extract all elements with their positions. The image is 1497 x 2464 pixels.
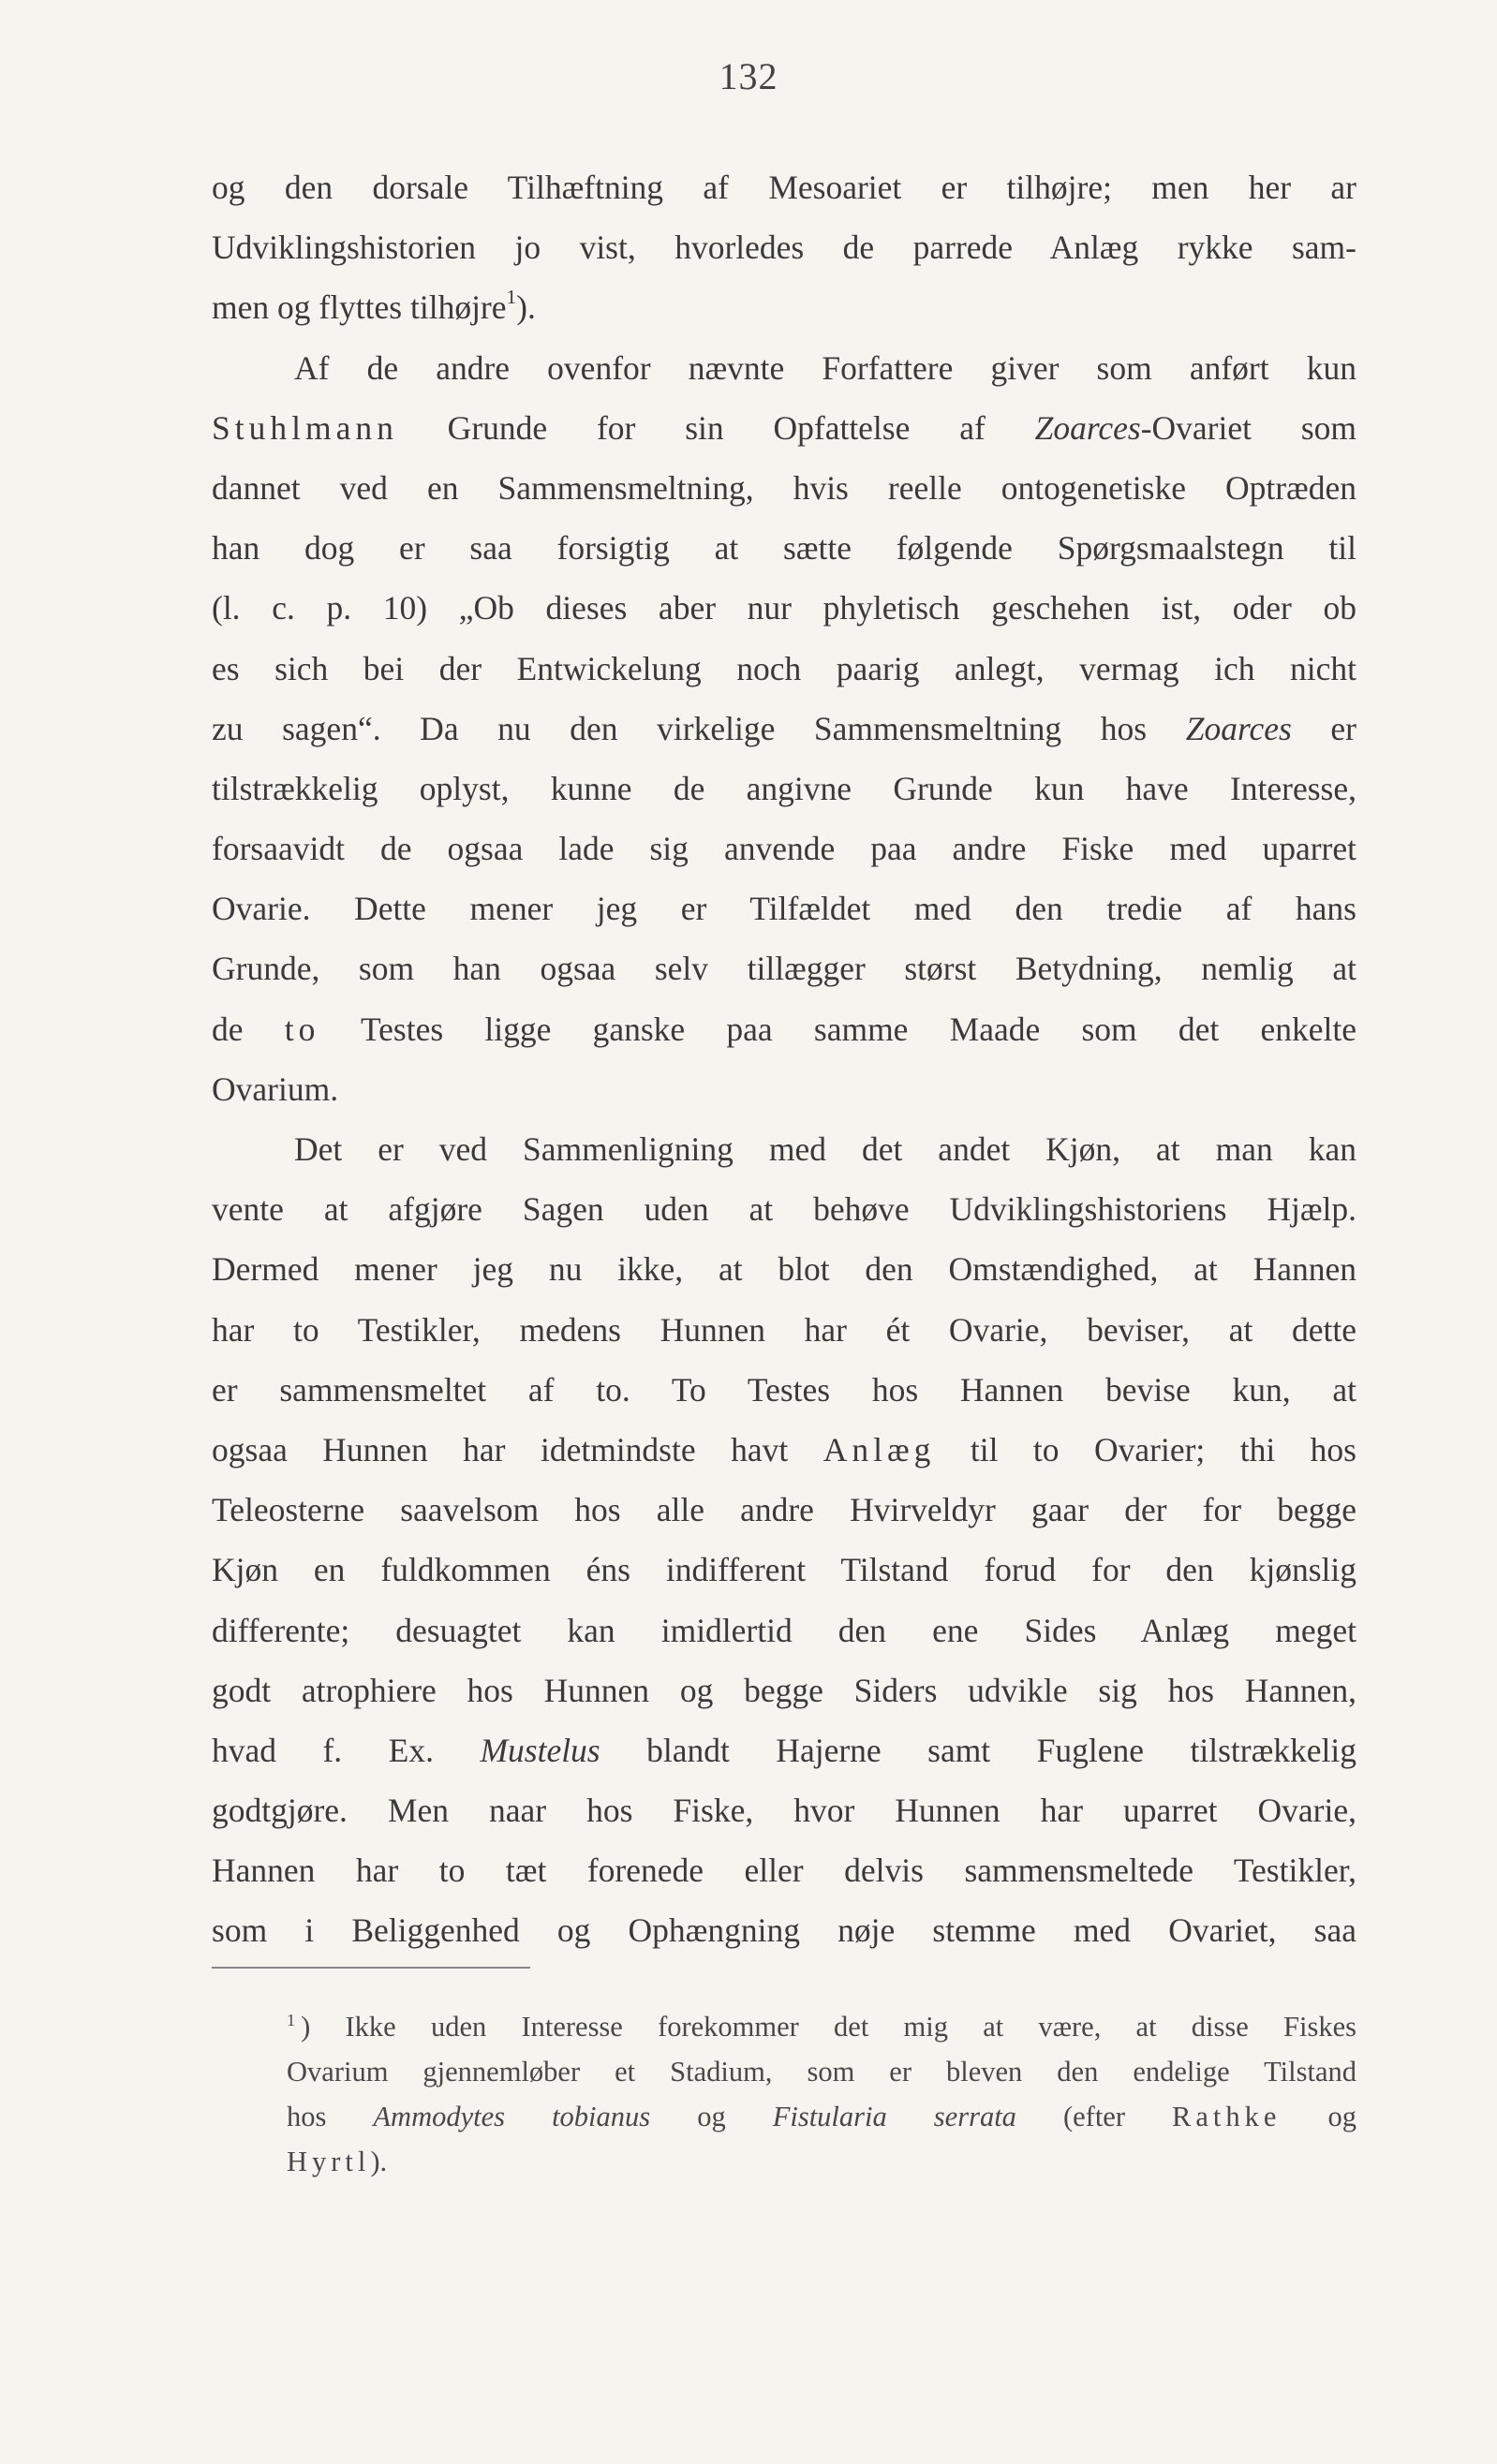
body-line bbox=[212, 819, 1356, 878]
text-run: og den dorsale Tilhæftning af Mesoariet er tilhøjre; men her ar bbox=[212, 169, 1356, 206]
footnote-reference: 1 bbox=[506, 286, 517, 309]
text-run: er sammensmeltet af to. To Testes hos Hannen bevise kun, at bbox=[212, 1370, 1356, 1409]
text-run: han dog er saa forsigtig at sætte følgende Spørgsmaalstegn til bbox=[212, 529, 1356, 568]
italic-term: Zoarces bbox=[1034, 408, 1141, 447]
body-line bbox=[212, 1360, 1356, 1420]
body-line bbox=[212, 157, 1356, 217]
footnote-marker: 1 bbox=[287, 2011, 296, 2030]
text-run: (l. c. p. 10) „Ob dieses aber nur phyletisch geschehen ist, oder ob bbox=[212, 589, 1356, 627]
text-run: vente at afgjøre Sagen uden at behøve Udviklingshistoriens Hjælp. bbox=[212, 1190, 1356, 1229]
body-line bbox=[212, 217, 1356, 277]
text-run: forsaavidt de ogsaa lade sig anvende paa andre Fiske med uparret bbox=[212, 830, 1356, 868]
body-line bbox=[212, 1239, 1356, 1299]
text-run: Hannen har to tæt forenede eller delvis sammensmeltede Testikler, bbox=[212, 1852, 1356, 1890]
text-run: Ovarie. Dette mener jeg er Tilfældet med den tredie af hans bbox=[212, 890, 1356, 928]
footnote-rule bbox=[212, 1967, 530, 1969]
body-line bbox=[212, 1660, 1356, 1720]
spaced-name: Rathke bbox=[1172, 2101, 1282, 2132]
spaced-name: to bbox=[284, 1010, 320, 1048]
text-run: Teleosterne saavelsom hos alle andre Hvirveldyr gaar der for begge bbox=[212, 1491, 1356, 1529]
footnote-line bbox=[212, 2004, 1356, 2049]
spaced-name: Anlæg bbox=[823, 1430, 936, 1468]
text-run: godtgjøre. Men naar hos Fiske, hvor Hunnen har uparret Ovarie, bbox=[212, 1792, 1356, 1830]
italic-term: Ammodytes tobianus bbox=[373, 2101, 651, 2132]
body-line bbox=[212, 1300, 1356, 1360]
body-line bbox=[212, 398, 1356, 458]
text-run: tilstrækkelig oplyst, kunne de angivne Grunde kun have Interesse, bbox=[212, 769, 1356, 807]
page-number: 132 bbox=[719, 55, 778, 97]
italic-term: Mustelus bbox=[480, 1731, 600, 1769]
body-line bbox=[212, 578, 1356, 638]
italic-term: Zoarces bbox=[1185, 709, 1292, 747]
footnote-line bbox=[212, 2049, 1356, 2094]
spaced-name: Stuhlmann bbox=[212, 408, 398, 447]
body-line bbox=[212, 338, 1356, 398]
text-run: Grunde for sin Opfattelse af bbox=[397, 408, 1035, 447]
text-run: blandt Hajerne samt Fuglene tilstrækkelig bbox=[600, 1731, 1356, 1769]
body-line bbox=[212, 1059, 1356, 1119]
text-run: Det er ved Sammenligning med det andet Kjøn, at man kan bbox=[294, 1130, 1356, 1168]
body-line bbox=[212, 1179, 1356, 1239]
body-line bbox=[212, 1601, 1356, 1660]
body-line bbox=[212, 1420, 1356, 1480]
text-run: Kjøn en fuldkommen éns indifferent Tilstand forud for den kjønslig bbox=[212, 1551, 1356, 1589]
text-run: Ovarium gjennemløber et Stadium, som er bleven den endelige Tilstand bbox=[287, 2056, 1356, 2088]
text-run: Af de andre ovenfor nævnte Forfattere giver som anført kun bbox=[294, 348, 1356, 387]
text-run: godt atrophiere hos Hunnen og begge Siders udvikle sig hos Hannen, bbox=[212, 1671, 1356, 1709]
body-line bbox=[212, 938, 1356, 998]
body-line bbox=[212, 1540, 1356, 1600]
text-run: hos bbox=[287, 2101, 374, 2132]
italic-term: Fistularia serrata bbox=[772, 2101, 1016, 2132]
text-run: Testes ligge ganske paa samme Maade som det enkelte bbox=[319, 1010, 1356, 1048]
body-line bbox=[212, 759, 1356, 819]
text-run: som i Beliggenhed og Ophængning nøje stemme med Ovariet, saa bbox=[212, 1911, 1356, 1950]
body-line bbox=[212, 878, 1356, 938]
text-run: dannet ved en Sammensmeltning, hvis reelle ontogenetiske Optræden bbox=[212, 468, 1356, 507]
body-line bbox=[212, 1119, 1356, 1179]
text-run: ogsaa Hunnen har idetmindste havt bbox=[212, 1430, 823, 1468]
body-line bbox=[212, 458, 1356, 518]
spaced-name: Hyrtl bbox=[287, 2146, 371, 2177]
text-run: differente; desuagtet kan imidlertid den ene Sides Anlæg meget bbox=[212, 1611, 1356, 1649]
body-line bbox=[212, 277, 1356, 337]
text-run: Ovarium. bbox=[212, 1070, 339, 1108]
footnotes bbox=[212, 2004, 1356, 2184]
text-run: hvad f. Ex. bbox=[212, 1731, 481, 1769]
footnote-line bbox=[212, 2139, 1356, 2184]
text-run: ) Ikke uden Interesse forekommer det mig at være, at disse Fiskes bbox=[301, 2011, 1356, 2043]
body-line bbox=[212, 999, 1356, 1059]
text-run: (efter bbox=[1015, 2101, 1173, 2132]
body-text bbox=[212, 157, 1356, 1961]
body-line bbox=[212, 1720, 1356, 1780]
body-line bbox=[212, 1480, 1356, 1540]
text-run: er bbox=[1291, 709, 1356, 747]
text-run: og bbox=[650, 2101, 773, 2132]
text-run: ). bbox=[516, 288, 536, 327]
text-run: og bbox=[1281, 2101, 1356, 2132]
text-run: har to Testikler, medens Hunnen har ét Ovarie, beviser, at dette bbox=[212, 1310, 1356, 1349]
footnote-line bbox=[212, 2094, 1356, 2139]
text-run: men og flyttes tilhøjre bbox=[212, 288, 507, 327]
body-line bbox=[212, 518, 1356, 578]
text-run: Grunde, som han ogsaa selv tillægger størst Betydning, nemlig at bbox=[212, 950, 1356, 988]
text-run: es sich bei der Entwickelung noch paarig anlegt, vermag ich nicht bbox=[212, 649, 1356, 687]
body-line bbox=[212, 699, 1356, 759]
body-line bbox=[212, 1900, 1356, 1960]
text-run: til to Ovarier; thi hos bbox=[935, 1430, 1356, 1468]
text-run: zu sagen“. Da nu den virkelige Sammensmeltning hos bbox=[212, 709, 1186, 747]
text-run: ). bbox=[370, 2146, 388, 2177]
text-run: -Ovariet som bbox=[1140, 408, 1357, 447]
text-run: Dermed mener jeg nu ikke, at blot den Omstændighed, at Hannen bbox=[212, 1250, 1356, 1289]
body-line bbox=[212, 639, 1356, 699]
body-line bbox=[212, 1780, 1356, 1840]
body-line bbox=[212, 1840, 1356, 1900]
text-run: de bbox=[212, 1010, 285, 1048]
text-run: Udviklingshistorien jo vist, hvorledes de parrede Anlæg rykke sam- bbox=[212, 229, 1356, 267]
